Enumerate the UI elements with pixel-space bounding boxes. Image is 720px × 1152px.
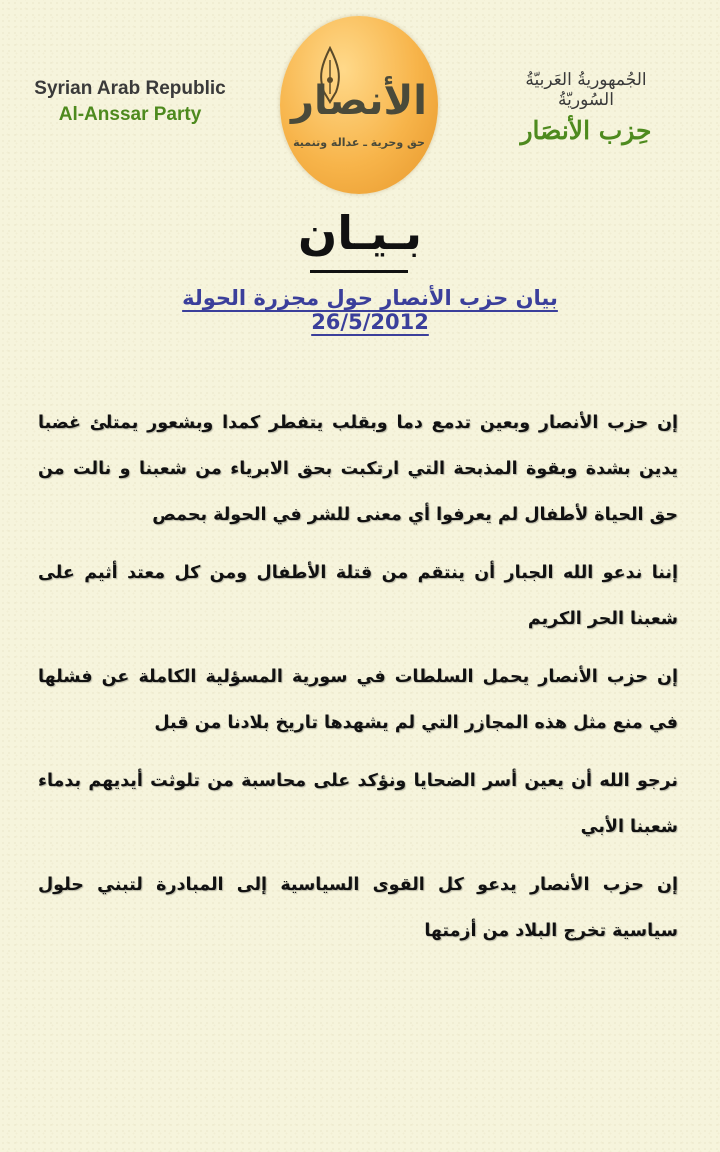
english-header [30,78,230,126]
english-party-name: Al-Anssar Party [58,104,202,125]
statement-paragraph: نرجو الله أن يعين أسر الضحايا ونؤكد على محاسبة من تلوثت أيديهم بدماء شعبنا الأبي [38,771,678,837]
statement-paragraph: إن حزب الأنصار وبعين تدمع دما وبقلب يتفطر كمدا وبشعور يمتلئ غضبا يدين بشدة وبقوة المذبحة التي ارتكبت بحق الابرياء من شعبنا و نالت من حق الحياة لأطفال لم يعرفوا أي معنى للشر في الحولة بحمص [38,413,678,525]
logo-slogan: حق وحرية ـ عدالة وتنمية [293,136,425,149]
statement-subtitle: بيان حزب الأنصار حول مجزرة الحولة 26/5/2012 [182,286,558,334]
english-country-name: Syrian Arab Republic [34,78,226,99]
statement-paragraph: إننا ندعو الله الجبار أن ينتقم من قتلة الأطفال ومن كل معتد أثيم على شعبنا الحر الكريم [38,563,678,629]
statement-body [38,400,678,966]
arabic-header [496,70,676,145]
party-logo [280,16,438,194]
statement-paragraph: إن حزب الأنصار يدعو كل القوى السياسية إلى المبادرة لتبني حلول سياسية تخرج البلاد من أزمتها [38,875,678,941]
arabic-party-name: حِزب الأنصَار [520,116,652,145]
statement-heading: بـيـان [297,206,423,260]
logo-wordmark: الأنصار [291,78,427,124]
statement-paragraph: إن حزب الأنصار يحمل السلطات في سورية المسؤلية الكاملة عن فشلها في منع مثل هذه المجازر التي لم يشهدها تاريخ بلادنا من قبل [38,667,678,733]
arabic-country-name: الجُمهوريةُ العَربيّةُ السُوريّةُ [525,70,647,110]
heading-underline [310,270,408,273]
